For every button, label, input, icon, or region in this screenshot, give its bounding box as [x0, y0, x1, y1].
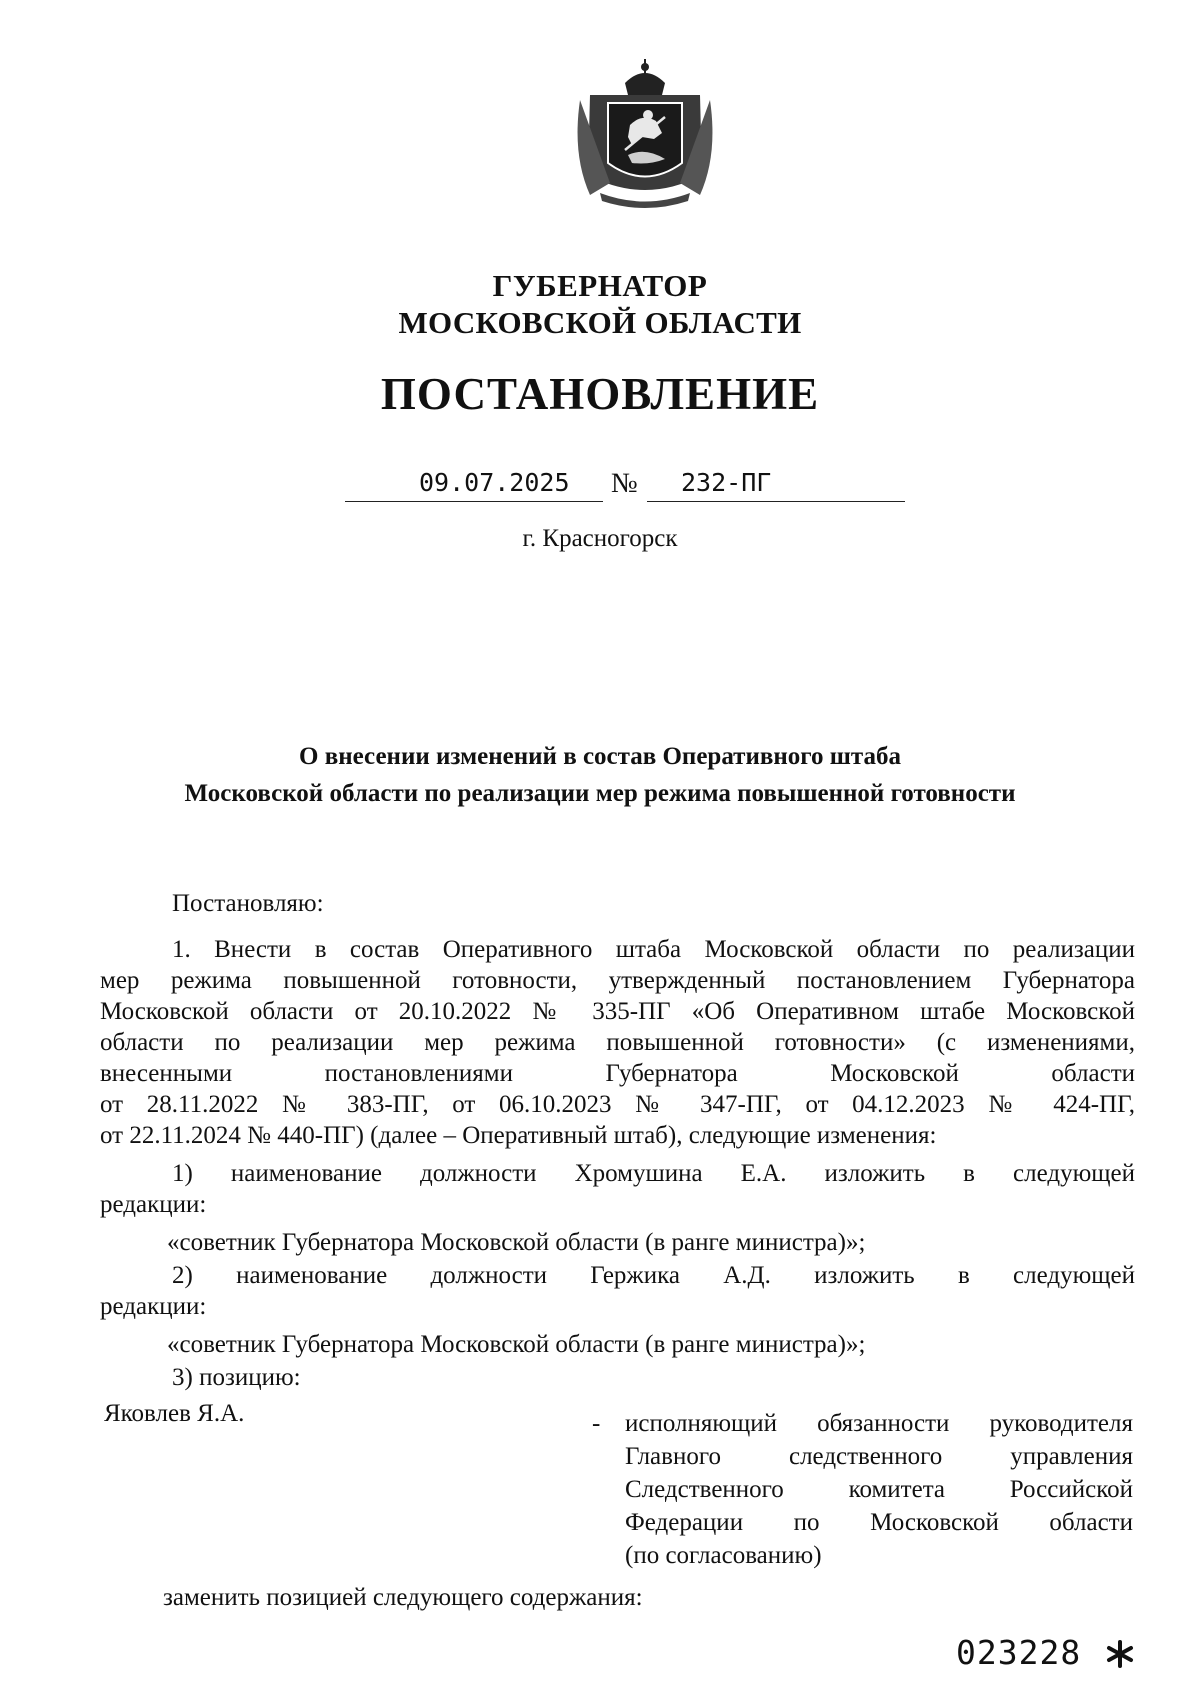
p1-line: Московской области от 20.10.2022 № 335-ПГ «Об Оперативном штабе Московской: [100, 998, 1135, 1025]
coat-of-arms-emblem: [570, 55, 720, 210]
p1-line: 1. Внести в состав Оперативного штаба Московской области по реализации: [172, 936, 1135, 963]
authority-title: ГУБЕРНАТОР: [492, 268, 708, 303]
item2-line: редакции:: [100, 1293, 207, 1320]
p1-line: от 28.11.2022 № 383-ПГ, от 06.10.2023 № 347-ПГ, от 04.12.2023 № 424-ПГ,: [100, 1091, 1135, 1118]
item2-quote: «советник Губернатора Московской области (в ранге министра)»;: [167, 1331, 866, 1358]
item1-quote: «советник Губернатора Московской области (в ранге министра)»;: [167, 1229, 866, 1256]
position-desc-line: (по согласованию): [625, 1542, 822, 1569]
document-title-line-2: Московской области по реализации мер режима повышенной готовности: [184, 780, 1016, 807]
number-sign: №: [611, 468, 638, 499]
document-serial-code: 023228: [956, 1633, 1082, 1672]
asterisk-icon: [1105, 1639, 1135, 1669]
replace-line: заменить позицией следующего содержания:: [163, 1584, 643, 1611]
document-type: ПОСТАНОВЛЕНИЕ: [380, 369, 820, 419]
position-dash: -: [592, 1410, 601, 1437]
position-desc-line: Федерации по Московской области: [625, 1509, 1133, 1536]
item1-line: редакции:: [100, 1191, 207, 1218]
authority-region: МОСКОВСКОЙ ОБЛАСТИ: [398, 305, 802, 340]
position-desc-line: Главного следственного управления: [625, 1443, 1133, 1470]
document-number: 232-ПГ: [681, 468, 772, 497]
position-name: Яковлев Я.А.: [104, 1400, 245, 1427]
item3-line: 3) позицию:: [172, 1364, 301, 1391]
document-title-line-1: О внесении изменений в состав Оперативного штаба: [299, 743, 901, 770]
decree-word: Постановляю:: [172, 890, 324, 917]
p1-line: внесенными постановлениями Губернатора Московской области: [100, 1060, 1135, 1087]
position-desc-line: Следственного комитета Российской: [625, 1476, 1133, 1503]
p1-line: мер режима повышенной готовности, утвержденный постановлением Губернатора: [100, 967, 1135, 994]
p1-line: от 22.11.2024 № 440-ПГ) (далее – Оперативный штаб), следующие изменения:: [100, 1122, 937, 1149]
p1-line: области по реализации мер режима повышенной готовности» (с изменениями,: [100, 1029, 1135, 1056]
date-underline: [345, 501, 603, 502]
item1-line: 1) наименование должности Хромушина Е.А. изложить в следующей: [172, 1160, 1135, 1187]
item2-line: 2) наименование должности Гержика А.Д. изложить в следующей: [172, 1262, 1135, 1289]
position-desc-line: исполняющий обязанности руководителя: [625, 1410, 1133, 1437]
number-underline: [647, 501, 905, 502]
date-number-row: [345, 468, 905, 502]
document-date: 09.07.2025: [419, 468, 570, 497]
city: г. Красногорск: [522, 525, 678, 552]
